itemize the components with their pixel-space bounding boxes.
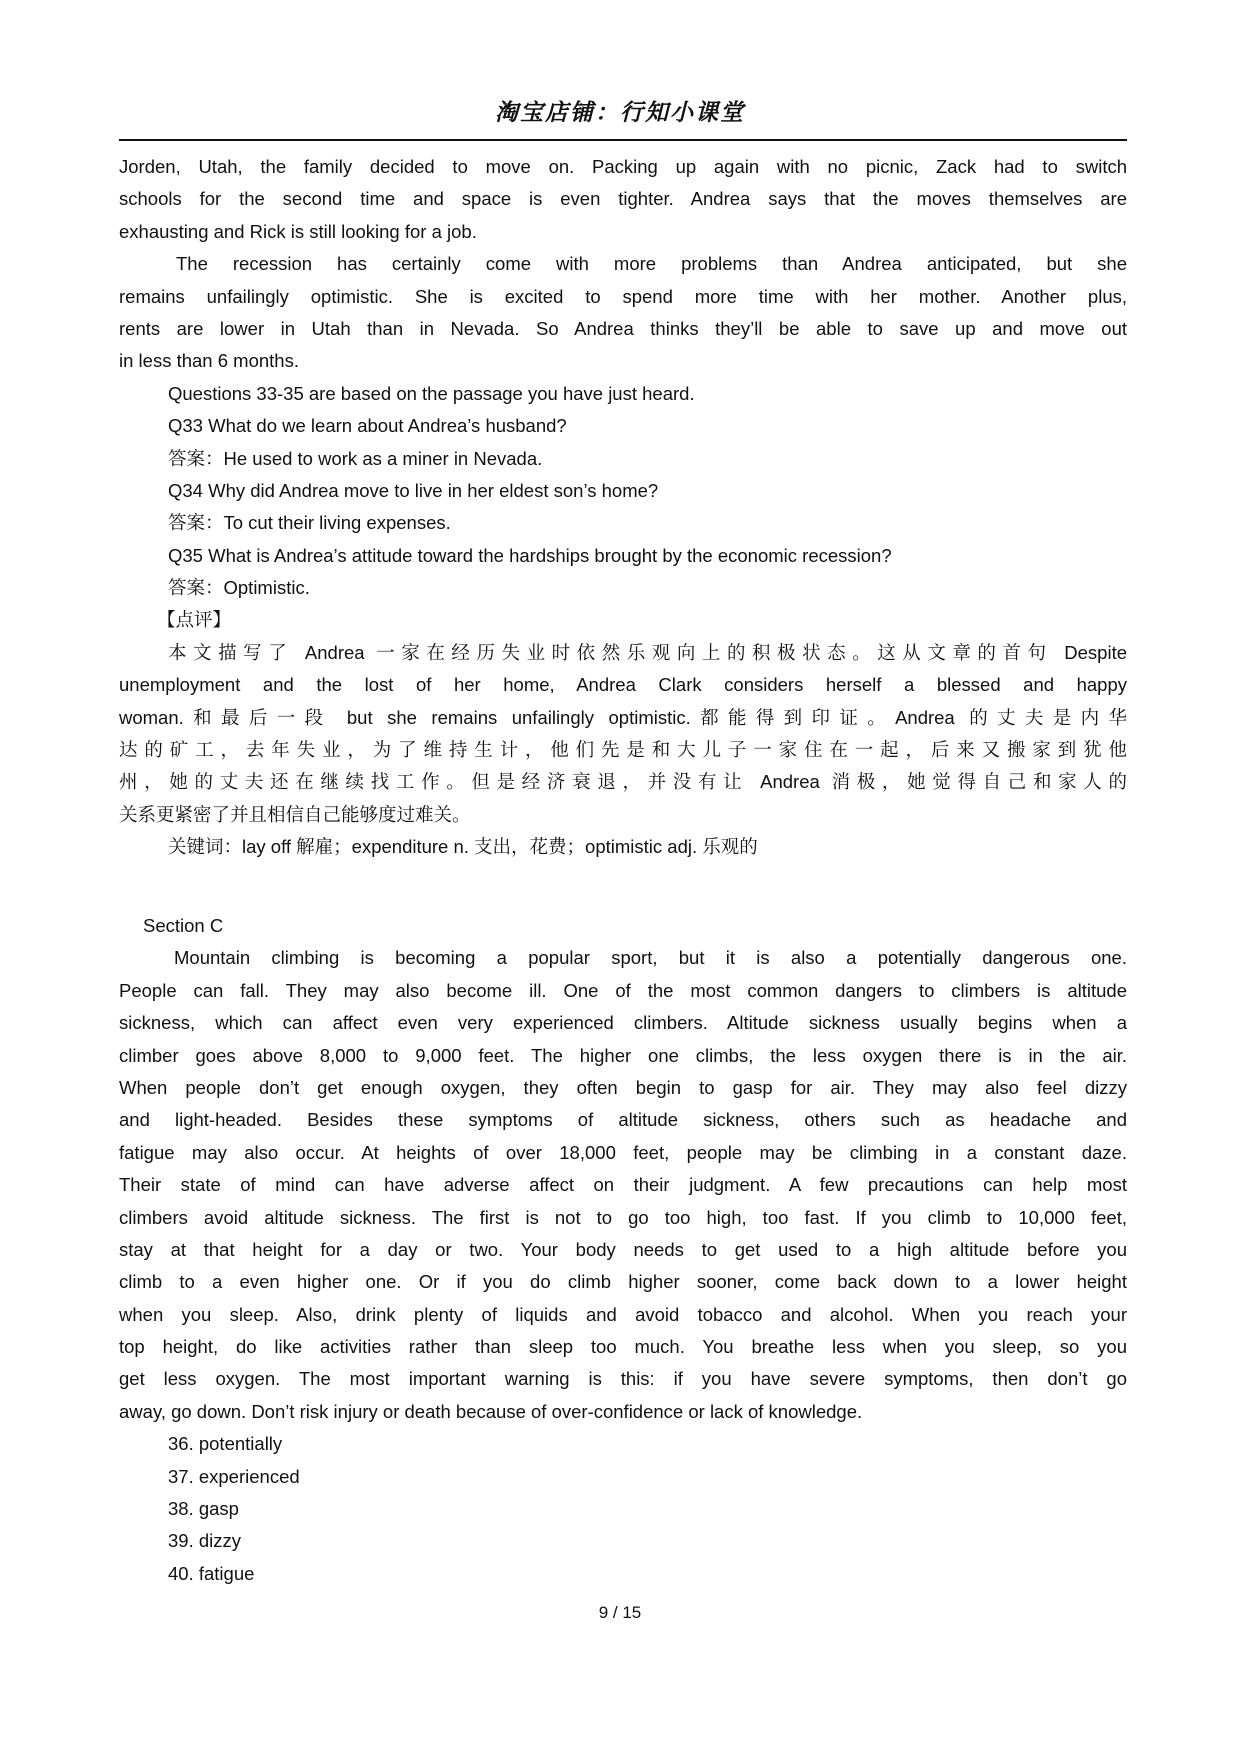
text-line: schools for the second time and space is even tighter. Andrea says that the moves themselves are [119, 188, 1127, 210]
text-line: when you sleep. Also, drink plenty of liquids and avoid tobacco and alcohol. When you reach your [119, 1303, 1127, 1325]
passage-continuation [119, 151, 1127, 864]
section-c [119, 910, 1127, 1590]
text-line: away, go down. Don’t risk injury or death because of over-confidence or lack of knowledge. [119, 1400, 863, 1422]
commentary-line: 达的矿工，去年失业，为了维持生计，他们先是和大儿子一家住在一起，后来又搬家到犹他 [119, 739, 1127, 761]
page-number: 9 / 15 [598, 1603, 642, 1622]
answer-35: 答案：Optimistic. [168, 577, 310, 599]
answer-33: 答案：He used to work as a miner in Nevada. [168, 447, 543, 469]
page-header-title: 淘宝店铺：行知小课堂 [495, 100, 745, 126]
text-line: People can fall. They may also become ill. One of the most common dangers to climbers is altitude [119, 979, 1127, 1001]
header-divider [119, 139, 1127, 141]
answer-36: 36. potentially [168, 1433, 283, 1455]
commentary-line: 关系更紧密了并且相信自己能够度过难关。 [119, 803, 471, 825]
commentary-line: 本文描写了 Andrea 一家在经历失业时依然乐观向上的积极状态。这从文章的首句 Despite [168, 641, 1127, 663]
text-line: stay at that height for a day or two. Your body needs to get used to a high altitude before you [119, 1238, 1127, 1260]
text-line: climbers avoid altitude sickness. The first is not to go too high, too fast. If you climb to 10,000 feet, [119, 1206, 1127, 1228]
text-line: sickness, which can affect even very experienced climbers. Altitude sickness usually begins when a [119, 1012, 1127, 1034]
text-line: Mountain climbing is becoming a popular sport, but it is also a potentially dangerous one. [174, 947, 1127, 969]
text-line: When people don’t get enough oxygen, they often begin to gasp for air. They may also feel dizzy [119, 1076, 1127, 1098]
answer-34: 答案：To cut their living expenses. [168, 512, 451, 534]
commentary-line: 州，她的丈夫还在继续找工作。但是经济衰退，并没有让 Andrea 消极，她觉得自己和家人的 [119, 771, 1127, 793]
text-line: Jorden, Utah, the family decided to move on. Packing up again with no picnic, Zack had to switch [119, 156, 1127, 177]
question-34: Q34 Why did Andrea move to live in her eldest son’s home? [168, 479, 659, 501]
section-heading: Section C [143, 915, 224, 936]
answer-40: 40. fatigue [168, 1562, 255, 1584]
text-line: in less than 6 months. [119, 350, 299, 372]
text-line: remains unfailingly optimistic. She is excited to spend more time with her mother. Another plus, [119, 285, 1127, 307]
text-line: climb to a even higher one. Or if you do climb higher sooner, come back down to a lower height [119, 1271, 1127, 1293]
text-line: Their state of mind can have adverse affect on their judgment. A few precautions can help most [119, 1174, 1127, 1196]
question-33: Q33 What do we learn about Andrea’s husband? [168, 415, 567, 437]
text-line: The recession has certainly come with more problems than Andrea anticipated, but she [176, 253, 1127, 275]
text-line: fatigue may also occur. At heights of over 18,000 feet, people may be climbing in a constant daze. [119, 1141, 1127, 1163]
text-line: climber goes above 8,000 to 9,000 feet. The higher one climbs, the less oxygen there is in the air. [119, 1044, 1127, 1066]
questions-intro: Questions 33-35 are based on the passage you have just heard. [168, 382, 695, 404]
text-line: and light-headed. Besides these symptoms of altitude sickness, others such as headache and [119, 1109, 1127, 1131]
text-line: exhausting and Rick is still looking for a job. [119, 220, 477, 242]
keywords-line: 关键词：lay off 解雇；expenditure n. 支出，花费；optimistic adj. 乐观的 [168, 836, 758, 858]
answer-39: 39. dizzy [168, 1530, 242, 1552]
answer-38: 38. gasp [168, 1498, 239, 1520]
text-line: rents are lower in Utah than in Nevada. So Andrea thinks they’ll be able to save up and move out [119, 317, 1127, 339]
answer-37: 37. experienced [168, 1465, 300, 1487]
commentary-line: unemployment and the lost of her home, Andrea Clark considers herself a blessed and happy [119, 674, 1127, 696]
text-line: top height, do like activities rather than sleep too much. You breathe less when you sleep, so you [119, 1336, 1127, 1358]
commentary-line: woman.和最后一段 but she remains unfailingly optimistic.都能得到印证。Andrea 的丈夫是内华 [119, 706, 1127, 728]
commentary-heading: 【点评】 [157, 609, 232, 631]
question-35: Q35 What is Andrea’s attitude toward the hardships brought by the economic recession? [168, 544, 892, 566]
text-line: get less oxygen. The most important warning is this: if you have severe symptoms, then don’t go [119, 1368, 1127, 1390]
